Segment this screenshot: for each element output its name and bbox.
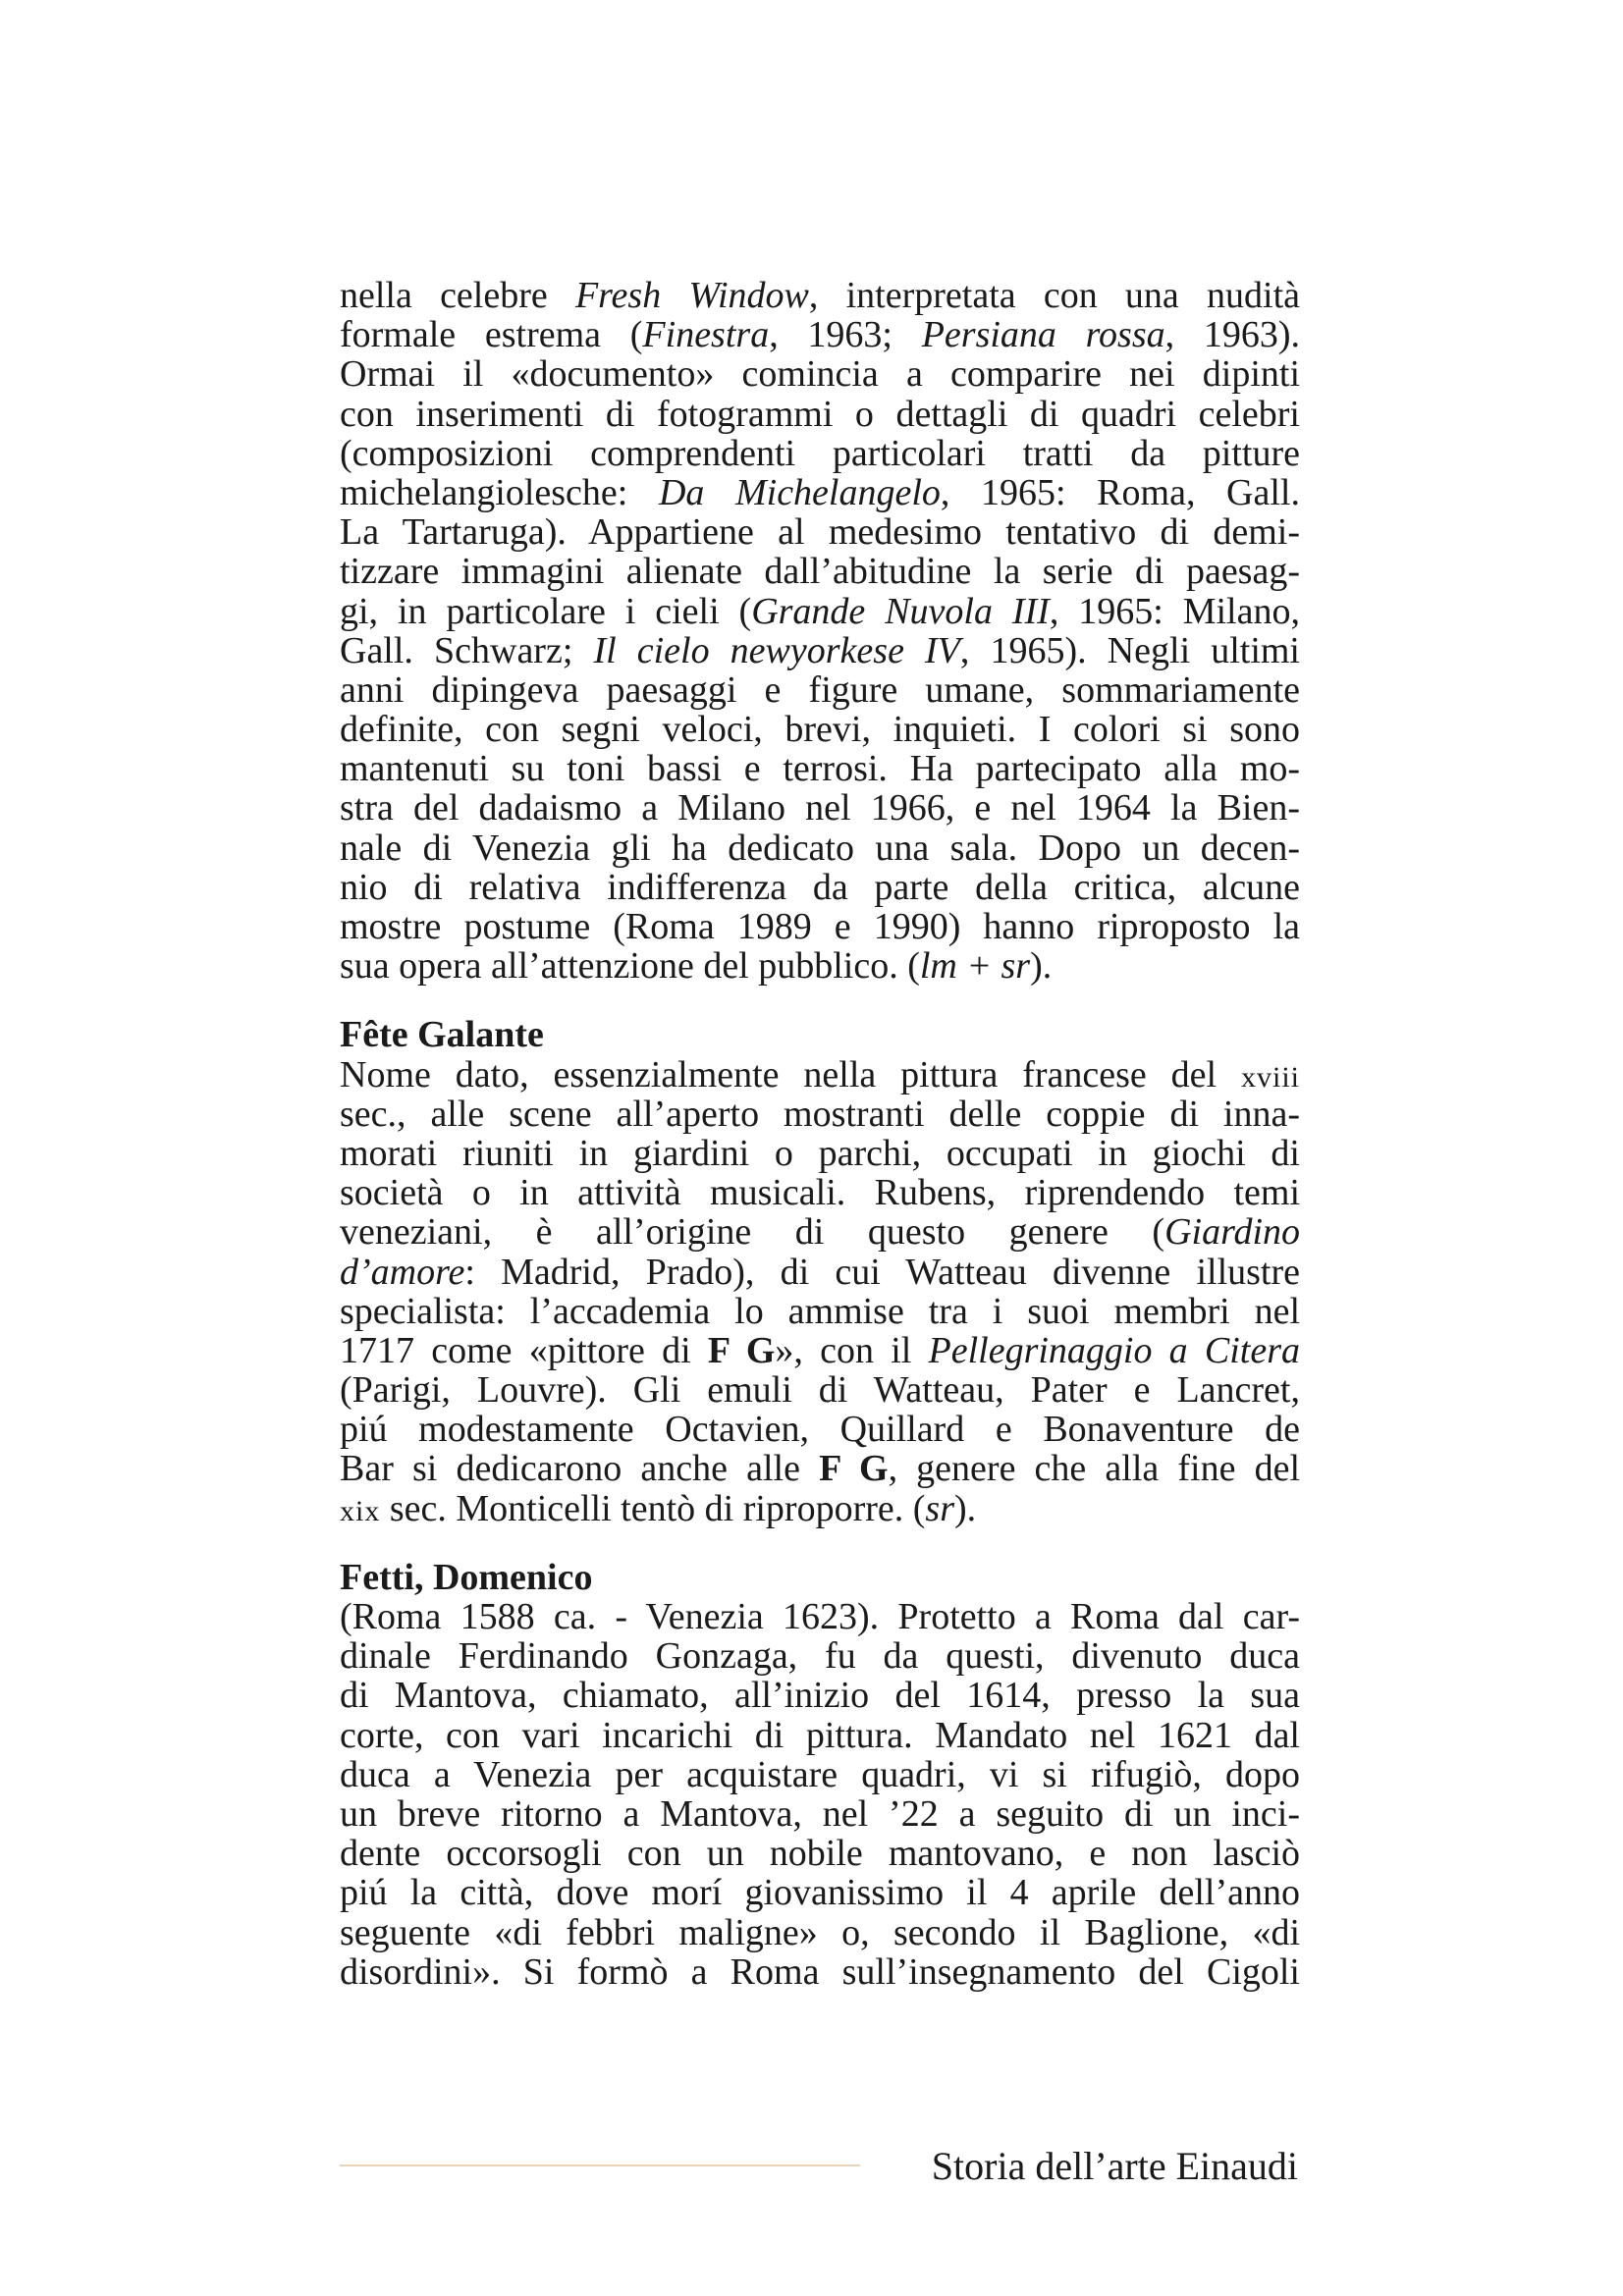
text-line: Nome dato, essenzialmente nella pittura francese del xviii (340, 1053, 1300, 1095)
text-line: sec., alle scene all’aperto mostranti delle coppie di inna- (340, 1093, 1300, 1135)
paragraph-spacer (340, 1528, 1300, 1558)
text-line: duca a Venezia per acquistare quadri, vi si rifugiò, dopo (340, 1753, 1300, 1795)
text-line: nella celebre Fresh Window, interpretata con una nudità (340, 275, 1300, 316)
entry-heading-fetti-domenico: Fetti, Domenico (340, 1556, 593, 1598)
text-line: nio di relativa indifferenza da parte della critica, alcune (340, 866, 1300, 908)
text-line: (composizioni comprendenti particolari tratti da pitture (340, 432, 1300, 474)
text-line: La Tartaruga). Appartiene al medesimo tentativo di demi- (340, 511, 1300, 554)
text-line: corte, con vari incarichi di pittura. Mandato nel 1621 dal (340, 1714, 1300, 1756)
text-line: 1717 come «pittore di F G», con il Pellegrinaggio a Citera (340, 1329, 1300, 1371)
text-line: stra del dadaismo a Milano nel 1966, e nel 1964 la Bien- (340, 787, 1300, 829)
text-line: morati riuniti in giardini o parchi, occupati in giochi di (340, 1132, 1300, 1174)
text-line: sua opera all’attenzione del pubblico. (lm + sr). (340, 945, 1053, 988)
text-line: michelangiolesche: Da Michelangelo, 1965: Roma, Gall. (340, 471, 1300, 513)
text-line: anni dipingeva paesaggi e figure umane, sommariamente (340, 668, 1300, 711)
text-line: mostre postume (Roma 1989 e 1990) hanno riproposto la (340, 906, 1300, 947)
text-line: gi, in particolare i cieli (Grande Nuvola III, 1965: Milano, (340, 590, 1300, 632)
text-line: di Mantova, chiamato, all’inizio del 1614, presso la sua (340, 1675, 1300, 1717)
text-line: con inserimenti di fotogrammi o dettagli di quadri celebri (340, 393, 1300, 435)
footer-rule (340, 2164, 860, 2166)
entry-paragraph-fete-galante (340, 1055, 1300, 1528)
text-line: tizzare immagini alienate dall’abitudine la serie di paesag- (340, 551, 1300, 593)
entry-paragraph-fetti-domenico (340, 1597, 1300, 1992)
text-line: Ormai il «documento» comincia a comparire nei dipinti (340, 353, 1300, 396)
paragraph-spacer (340, 986, 1300, 1015)
text-line: veneziani, è all’origine di questo genere (Giardino (340, 1211, 1300, 1254)
text-line: Bar si dedicarono anche alle F G, genere che alla fine del (340, 1448, 1301, 1490)
text-line: (Parigi, Louvre). Gli emuli di Watteau, Pater e Lancret, (340, 1369, 1300, 1412)
text-line: dente occorsogli con un nobile mantovano, e non lasciò (340, 1833, 1300, 1875)
text-line: nale di Venezia gli ha dedicato una sala. Dopo un decen- (340, 827, 1300, 869)
text-line: d’amore: Madrid, Prado), di cui Watteau divenne illustre (340, 1251, 1300, 1293)
text-line: un breve ritorno a Mantova, nel ’22 a seguito di un inci- (340, 1792, 1300, 1835)
entry-paragraph-fontana-continued (340, 276, 1300, 986)
text-line: società o in attività musicali. Rubens, riprendendo temi (340, 1172, 1300, 1214)
footer-book-title: Storia dell’arte Einaudi (931, 2144, 1298, 2188)
text-line: piú modestamente Octavien, Quillard e Bonaventure de (340, 1409, 1300, 1451)
text-line: mantenuti su toni bassi e terrosi. Ha partecipato alla mo- (340, 748, 1300, 790)
article-body (340, 276, 1300, 1992)
text-line: piú la città, dove morí giovanissimo il 4 aprile dell’anno (340, 1872, 1300, 1914)
text-line: Gall. Schwarz; Il cielo newyorkese IV, 1965). Negli ultimi (340, 629, 1300, 671)
text-line: dinale Ferdinando Gonzaga, fu da questi, divenuto duca (340, 1635, 1300, 1678)
text-line: definite, con segni veloci, brevi, inquieti. I colori si sono (340, 709, 1300, 751)
text-line: specialista: l’accademia lo ammise tra i suoi membri nel (340, 1290, 1300, 1332)
text-line: xix sec. Monticelli tentò di riproporre. (sr). (340, 1487, 977, 1529)
entry-heading-fete-galante: Fête Galante (340, 1014, 544, 1056)
text-line: disordini». Si formò a Roma sull’insegnamento del Cigoli (340, 1950, 1300, 1993)
text-line: (Roma 1588 ca. - Venezia 1623). Protetto a Roma dal car- (340, 1596, 1300, 1637)
text-line: seguente «di febbri maligne» o, secondo il Baglione, «di (340, 1911, 1300, 1953)
text-line: formale estrema (Finestra, 1963; Persiana rossa, 1963). (340, 314, 1301, 356)
